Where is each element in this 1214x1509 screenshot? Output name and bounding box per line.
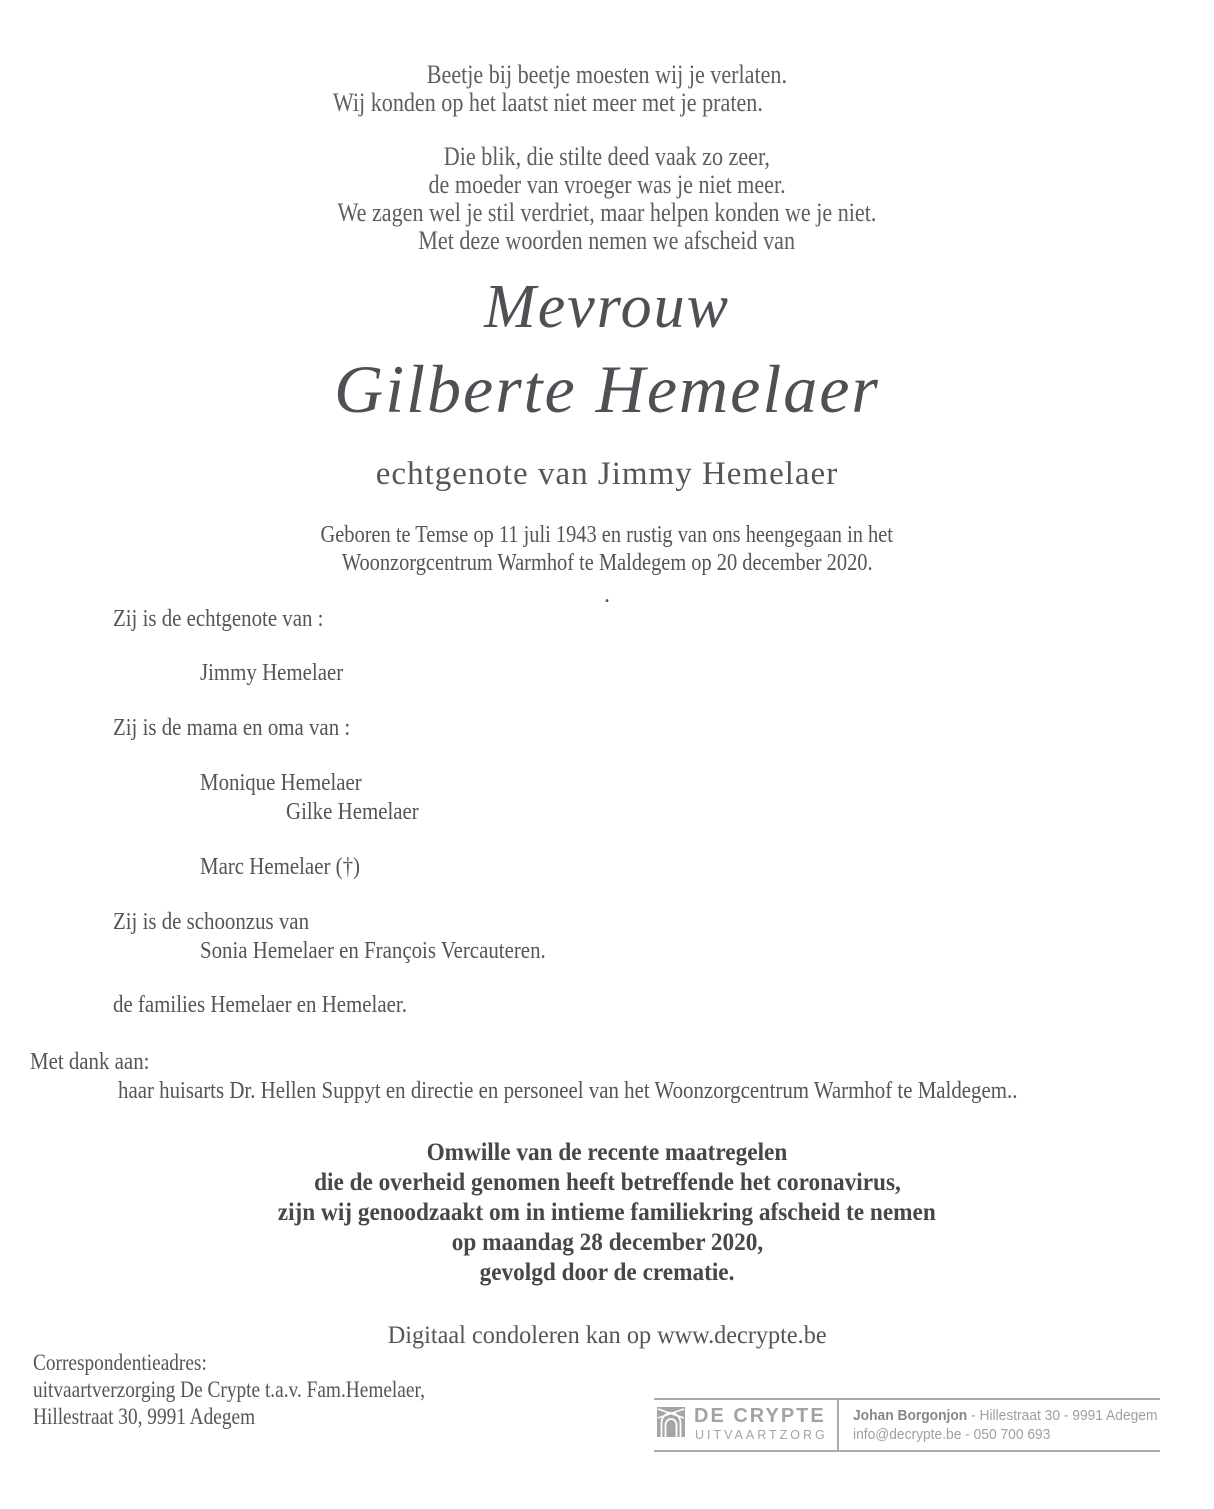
notice-line (0, 1198, 1214, 1228)
condolence-link[interactable]: www.decrypte.be (656, 1322, 827, 1349)
condolence-line (0, 1322, 1214, 1350)
children-heading: Zij is de mama en oma van : (113, 715, 351, 741)
notice-line-text: die de overheid genomen heeft betreffende het coronavirus, (313, 1169, 901, 1196)
covid-notice (0, 1138, 1214, 1288)
notice-line (0, 1138, 1214, 1168)
crypt-arches-icon (657, 1407, 685, 1437)
poem-line (0, 89, 1214, 117)
daughter-name: Monique Hemelaer (200, 770, 362, 796)
deceased-relation: echtgenote van Jimmy Hemelaer (375, 456, 839, 492)
poem-line-text: Met deze woorden nemen we afscheid van (418, 226, 796, 255)
grandchild-name: Gilke Hemelaer (286, 799, 419, 825)
separator-dot: . (604, 582, 610, 608)
deceased-name: Gilberte Hemelaer (334, 351, 880, 427)
poem-stanza-2 (0, 143, 1214, 255)
footer-contact-address: - Hillestraat 30 - 9991 Adegem (967, 1407, 1158, 1424)
poem-line-text: Wij konden op het laatst niet meer met je praten. (333, 88, 763, 117)
poem-line (0, 143, 1214, 171)
notice-line-text: op maandag 28 december 2020, (451, 1229, 763, 1256)
spouse-name: Jimmy Hemelaer (200, 660, 344, 686)
footer-top-rule (654, 1398, 1160, 1400)
correspondence-heading: Correspondentieadres: (33, 1350, 207, 1375)
died-line-text: Woonzorgcentrum Warmhof te Maldegem op 20 december 2020. (341, 550, 873, 576)
notice-line (0, 1228, 1214, 1258)
poem-line-text: We zagen wel je stil verdriet, maar helpen konden we je niet. (337, 198, 877, 227)
footer-divider (837, 1400, 839, 1450)
notice-line-text: zijn wij genoodzaakt om in intieme familiekring afscheid te nemen (277, 1199, 937, 1226)
notice-line (0, 1258, 1214, 1288)
footer-contact-line1 (853, 1406, 1157, 1425)
condolence-prefix: Digitaal condoleren kan op (387, 1322, 657, 1349)
families-line: de families Hemelaer en Hemelaer. (113, 992, 407, 1018)
poem-line (0, 199, 1214, 227)
born-line (0, 521, 1214, 549)
footer-contact-line2: info@decrypte.be - 050 700 693 (853, 1426, 1051, 1443)
son-name: Marc Hemelaer (†) (200, 854, 360, 880)
correspondence-line1: uitvaartverzorging De Crypte t.a.v. Fam.Hemelaer, (33, 1377, 425, 1402)
poem-line-text: Die blik, die stilte deed vaak zo zeer, (443, 142, 771, 171)
inlaw-names: Sonia Hemelaer en François Vercauteren. (200, 938, 546, 964)
correspondence-line2: Hillestraat 30, 9991 Adegem (33, 1404, 256, 1429)
footer-contact-name: Johan Borgonjon (853, 1407, 968, 1424)
deceased-title: Mevrouw (484, 273, 730, 341)
notice-line-text: gevolgd door de crematie. (479, 1259, 735, 1286)
condolence-text (388, 1322, 827, 1350)
spouse-heading: Zij is de echtgenote van : (113, 606, 324, 632)
born-line-text: Geboren te Temse op 11 juli 1943 en rustig van ons heengegaan in het (320, 522, 894, 548)
notice-line-text: Omwille van de recente maatregelen (426, 1139, 788, 1166)
poem-line (0, 227, 1214, 255)
died-line (0, 549, 1214, 577)
poem-line (0, 171, 1214, 199)
thanks-heading: Met dank aan: (30, 1049, 150, 1075)
inlaw-heading: Zij is de schoonzus van (113, 909, 310, 935)
poem-stanza-1 (0, 61, 1214, 117)
poem-line-text: de moeder van vroeger was je niet meer. (428, 170, 786, 199)
poem-line-text: Beetje bij beetje moesten wij je verlaten. (426, 60, 788, 89)
life-dates (0, 521, 1214, 577)
thanks-text: haar huisarts Dr. Hellen Suppyt en directie en personeel van het Woonzorgcentrum Warmhof te Maldegem.. (118, 1078, 1018, 1104)
footer-bottom-rule (654, 1450, 1160, 1452)
brand-subtitle: UITVAARTZORG (695, 1428, 828, 1442)
poem-line (0, 61, 1214, 89)
notice-line (0, 1168, 1214, 1198)
brand-name: DE CRYPTE (694, 1405, 826, 1427)
